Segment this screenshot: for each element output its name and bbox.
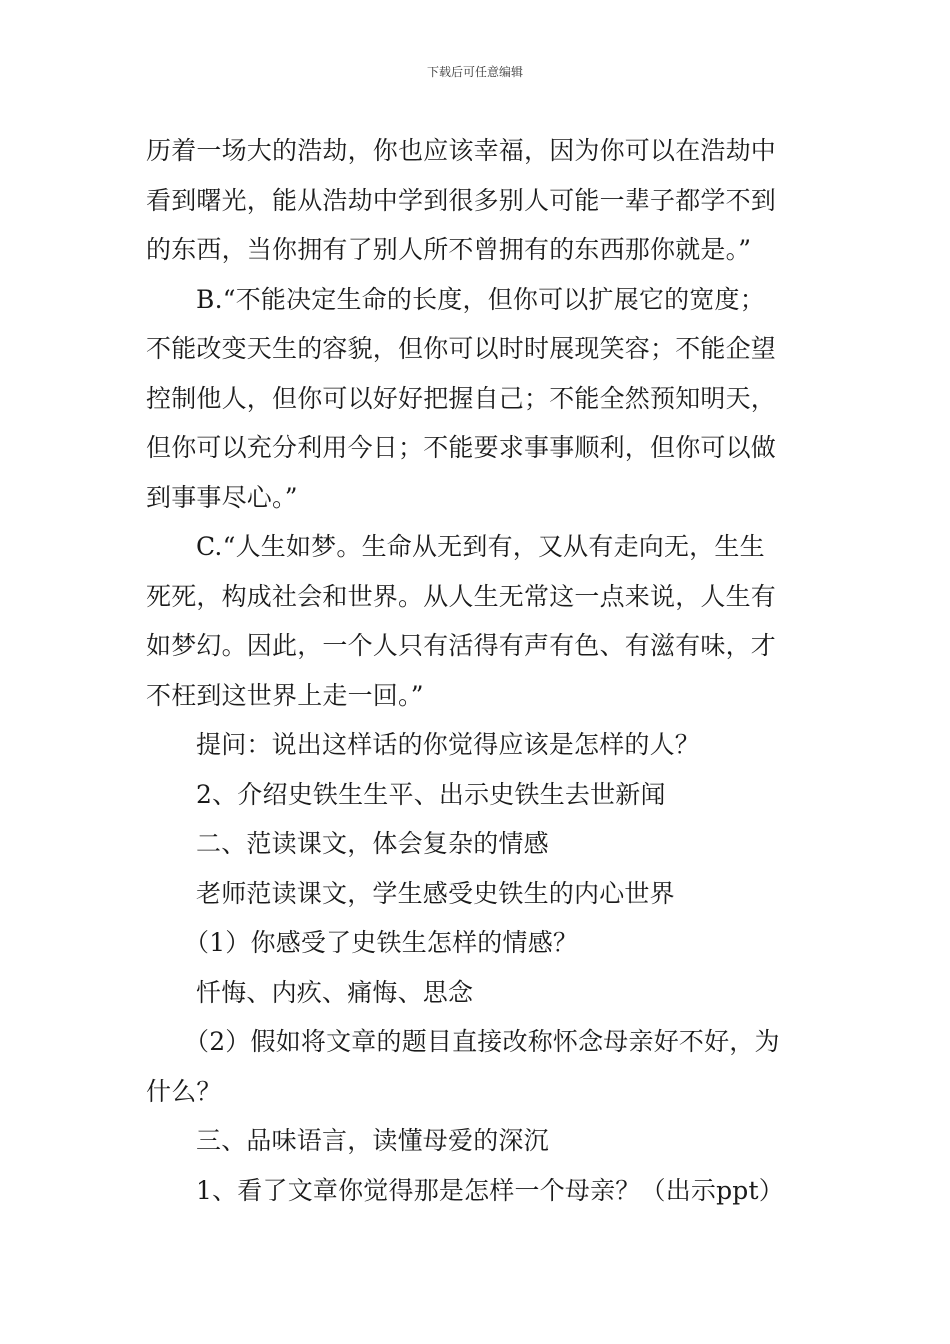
question-line: （2）假如将文章的题目直接改称怀念母亲好不好，为 — [184, 1027, 780, 1056]
text-line: 控制他人，但你可以好好把握自己；不能全然预知明天， — [146, 383, 777, 413]
page-header: 下载后可任意编辑 — [426, 65, 523, 79]
text-line: 如梦幻。因此，一个人只有活得有声有色、有滋有味，才 — [146, 631, 777, 660]
text-line: 的东西，当你拥有了别人所不曾拥有的东西那你就是。” — [146, 235, 752, 264]
section-heading: 二、范读课文，体会复杂的情感 — [196, 829, 549, 858]
text-line: 什么？ — [146, 1076, 222, 1106]
document-body — [146, 126, 811, 1215]
text-line: 不能改变天生的容貌，但你可以时时展现笑容；不能企望 — [146, 334, 777, 363]
text-line: 到事事尽心。” — [146, 482, 298, 512]
text-line: 不枉到这世界上走一回。” — [146, 680, 424, 710]
text-line: 死死，构成社会和世界。从人生无常这一点来说，人生有 — [146, 581, 777, 611]
text-line: 老师范读课文，学生感受史铁生的内心世界 — [196, 878, 675, 908]
text-line: 看到曙光，能从浩劫中学到很多别人可能一辈子都学不到 — [146, 185, 777, 215]
section-heading: 三、品味语言，读懂母爱的深沉 — [196, 1126, 549, 1155]
text-line: 历着一场大的浩劫，你也应该幸福，因为你可以在浩劫中 — [146, 136, 777, 165]
text-line: 但你可以充分利用今日；不能要求事事顺利，但你可以做 — [146, 433, 777, 462]
question-line: （1）你感受了史铁生怎样的情感？ — [184, 928, 579, 957]
paragraph-c-start: C.“人生如梦。生命从无到有，又从有走向无，生生 — [196, 532, 765, 561]
paragraph-b-start: B.“不能决定生命的长度，但你可以扩展它的宽度； — [196, 284, 765, 314]
question-line: 1、看了文章你觉得那是怎样一个母亲？（出示ppt） — [196, 1175, 784, 1205]
step-line: 2、介绍史铁生生平、出示史铁生去世新闻 — [196, 779, 666, 809]
question-line: 提问：说出这样话的你觉得应该是怎样的人？ — [196, 730, 701, 759]
answer-line: 忏悔、内疚、痛悔、思念 — [196, 977, 474, 1007]
